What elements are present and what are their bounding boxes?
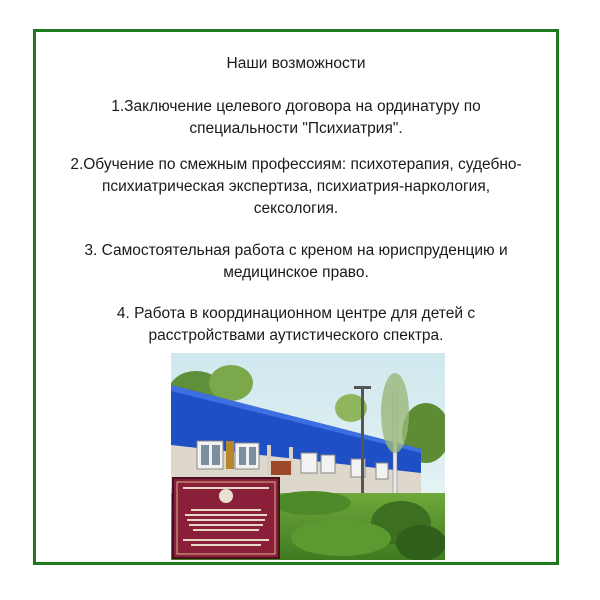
hospital-building-illustration [171, 353, 445, 560]
coat-of-arms-icon [219, 489, 233, 503]
hospital-photo [171, 353, 445, 560]
card-heading: Наши возможности [226, 55, 366, 72]
info-card [33, 29, 559, 565]
opportunity-item-3: 3. Самостоятельная работа с креном на юриспруденцию и медицинское право. [84, 242, 508, 281]
opportunity-item-4: 4. Работа в координационном центре для детей с расстройствами аутистического спектра. [116, 305, 476, 344]
opportunity-item-1: 1.Заключение целевого договора на ординатуру по специальности "Психиатрия". [111, 98, 481, 137]
opportunity-item-2: 2.Обучение по смежным профессиям: психотерапия, судебно-психиатрическая экспертиза, психиатрия-наркология, сексология. [70, 156, 522, 217]
